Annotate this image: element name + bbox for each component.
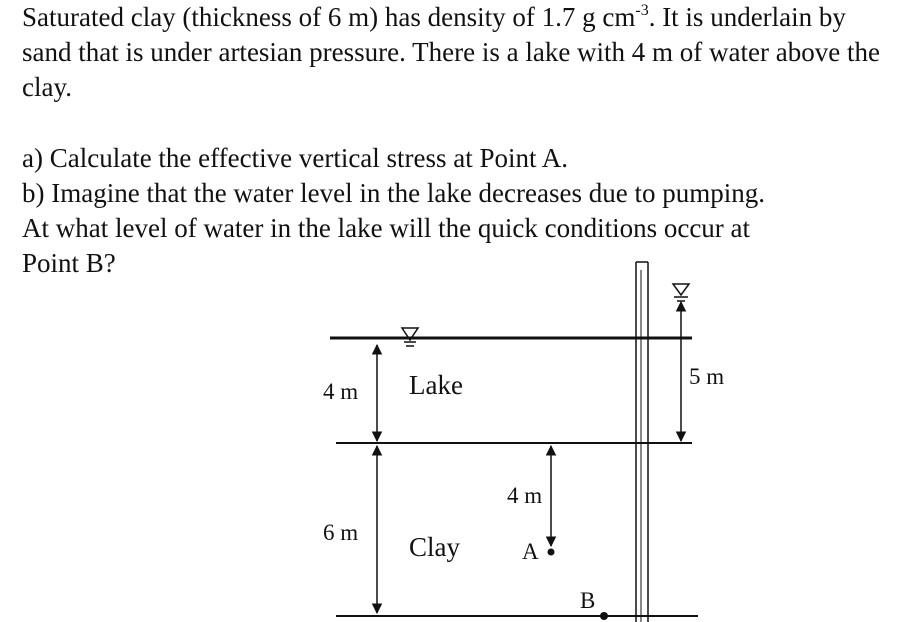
intro-exponent: -3 [635,2,649,19]
piezometer-head-label: 5 m [689,364,725,389]
clay-thickness-label: 6 m [323,520,359,545]
question-b: b) Imagine that the water level in the lake decreases due to pumping. At what level of water in the lake will the quick conditions occur at Point B? [22,178,765,278]
lake-depth-label: 4 m [323,379,359,404]
question-a: a) Calculate the effective vertical stress at Point A. [22,143,569,173]
piezometer-water-level-symbol [673,284,689,301]
intro-text-part1: Saturated clay (thickness of 6 m) has density of 1.7 g cm [22,2,636,32]
intro-text-part2: . It is underlain by sand that is under artesian pressure. There is a lake with 4 m of water above the clay. [22,2,880,102]
clay-label: Clay [409,532,460,562]
point-b-label: B [580,588,596,613]
point-a-marker [548,549,555,556]
point-a-depth-label: 4 m [507,483,543,508]
lake-label: Lake [409,370,463,400]
point-a-label: A [522,539,539,564]
point-b-marker [600,612,608,620]
